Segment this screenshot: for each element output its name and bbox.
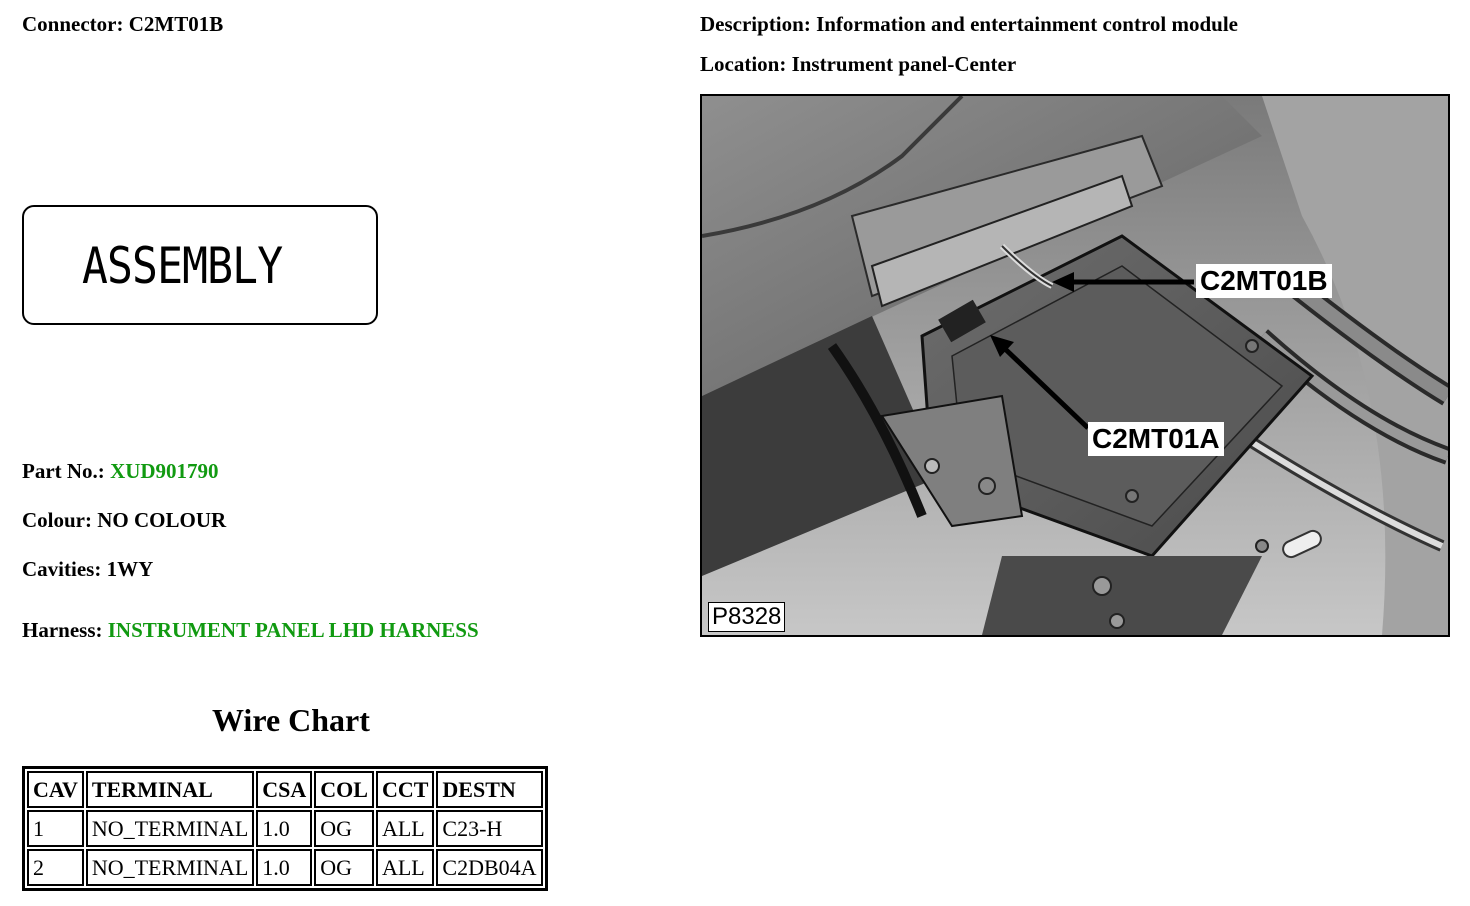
assembly-box (22, 205, 378, 325)
column-header-destn: DESTN (436, 771, 542, 808)
part-number-link[interactable]: XUD901790 (110, 459, 219, 483)
connector-label: Connector: (22, 12, 124, 36)
photo-illustration (702, 96, 1448, 635)
wire-chart-title: Wire Chart (212, 702, 370, 738)
cavities-value: 1WY (106, 557, 154, 581)
harness-link[interactable]: INSTRUMENT PANEL LHD HARNESS (107, 618, 479, 642)
column-header-csa: CSA (256, 771, 312, 808)
location-label: Location: (700, 52, 787, 76)
photo-code-label: P8328 (708, 602, 785, 632)
cell-cav: 1 (27, 810, 84, 847)
location-photo (700, 94, 1450, 637)
cell-destn: C23-H (436, 810, 542, 847)
table-row (27, 849, 543, 886)
location-line (700, 52, 1016, 77)
column-header-terminal: TERMINAL (86, 771, 254, 808)
cavities-line (22, 557, 153, 582)
harness-line (22, 618, 479, 643)
cell-terminal: NO_TERMINAL (86, 849, 254, 886)
cell-cct: ALL (376, 810, 434, 847)
cavities-label: Cavities: (22, 557, 102, 581)
column-header-cav: CAV (27, 771, 84, 808)
column-header-col: COL (314, 771, 374, 808)
colour-value: NO COLOUR (97, 508, 227, 532)
description-label: Description: (700, 12, 811, 36)
colour-line (22, 508, 226, 533)
callout-c2mt01a: C2MT01A (1088, 422, 1224, 456)
cell-destn: C2DB04A (436, 849, 542, 886)
cell-cav: 2 (27, 849, 84, 886)
colour-label: Colour: (22, 508, 92, 532)
cell-col: OG (314, 849, 374, 886)
table-row (27, 810, 543, 847)
description-line (700, 12, 1238, 37)
description-value: Information and entertainment control module (816, 12, 1239, 36)
wire-chart-table (22, 766, 548, 891)
harness-label: Harness: (22, 618, 103, 642)
callout-c2mt01b: C2MT01B (1196, 264, 1332, 298)
connector-line (22, 12, 223, 37)
part-number-label: Part No.: (22, 459, 105, 483)
part-number-line (22, 459, 219, 484)
cell-terminal: NO_TERMINAL (86, 810, 254, 847)
cell-cct: ALL (376, 849, 434, 886)
location-value: Instrument panel-Center (791, 52, 1017, 76)
cell-col: OG (314, 810, 374, 847)
cell-csa: 1.0 (256, 849, 312, 886)
connector-value: C2MT01B (128, 12, 224, 36)
table-header-row (27, 771, 543, 808)
column-header-cct: CCT (376, 771, 434, 808)
cell-csa: 1.0 (256, 810, 312, 847)
assembly-text: ASSEMBLY (82, 237, 283, 295)
